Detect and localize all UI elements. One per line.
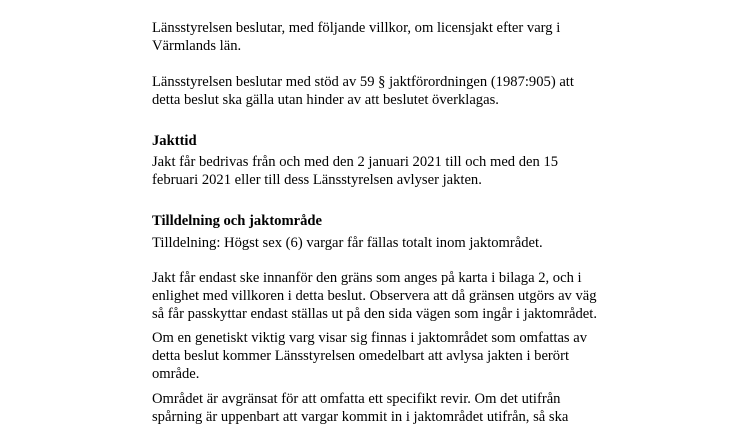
heading-jakttid: Jakttid: [152, 133, 197, 149]
text-line: Länsstyrelsen beslutar, med följande villkor, om licensjakt efter varg i: [152, 20, 561, 36]
paragraph-jakttid: [152, 153, 558, 189]
paragraph-territory: [152, 390, 568, 426]
paragraph-tilldelning: [152, 234, 543, 252]
text-line: Jakt får endast ske innanför den gräns som anges på karta i bilaga 2, och i: [152, 270, 582, 286]
paragraph-boundary: [152, 269, 597, 323]
text-line: spårning är uppenbart att vargar kommit in i jaktområdet utifrån, så ska: [152, 409, 569, 425]
paragraph-immediate-effect: [152, 73, 574, 109]
text-line: detta beslut ska gälla utan hinder av att beslutet överklagas.: [152, 92, 499, 108]
text-line: detta beslut kommer Länsstyrelsen omedelbart att avlysa jakten i berört: [152, 348, 570, 364]
text-line: Om en genetiskt viktig varg visar sig finnas i jaktområdet som omfattas av: [152, 330, 588, 346]
text-line: område.: [152, 366, 200, 382]
text-line: enlighet med villkoren i detta beslut. Observera att då gränsen utgörs av väg: [152, 288, 597, 304]
text-line: februari 2021 eller till dess Länsstyrelsen avlyser jakten.: [152, 172, 482, 188]
text-line: Jakt får bedrivas från och med den 2 januari 2021 till och med den 15: [152, 154, 559, 170]
text-line: Värmlands län.: [152, 38, 242, 54]
text-line: Tilldelning: Högst sex (6) vargar får fällas totalt inom jaktområdet.: [152, 235, 543, 251]
text-line: så får passkyttar endast ställas ut på den sida vägen som ingår i jaktområdet.: [152, 306, 597, 322]
heading-tilldelning: Tilldelning och jaktområde: [152, 213, 323, 229]
paragraph-intro-decision: [152, 19, 560, 55]
text-line: Länsstyrelsen beslutar med stöd av 59 § jaktförordningen (1987:905) att: [152, 74, 574, 90]
paragraph-genetic-wolf: [152, 329, 587, 383]
text-line: Området är avgränsat för att omfatta ett specifikt revir. Om det utifrån: [152, 391, 561, 407]
